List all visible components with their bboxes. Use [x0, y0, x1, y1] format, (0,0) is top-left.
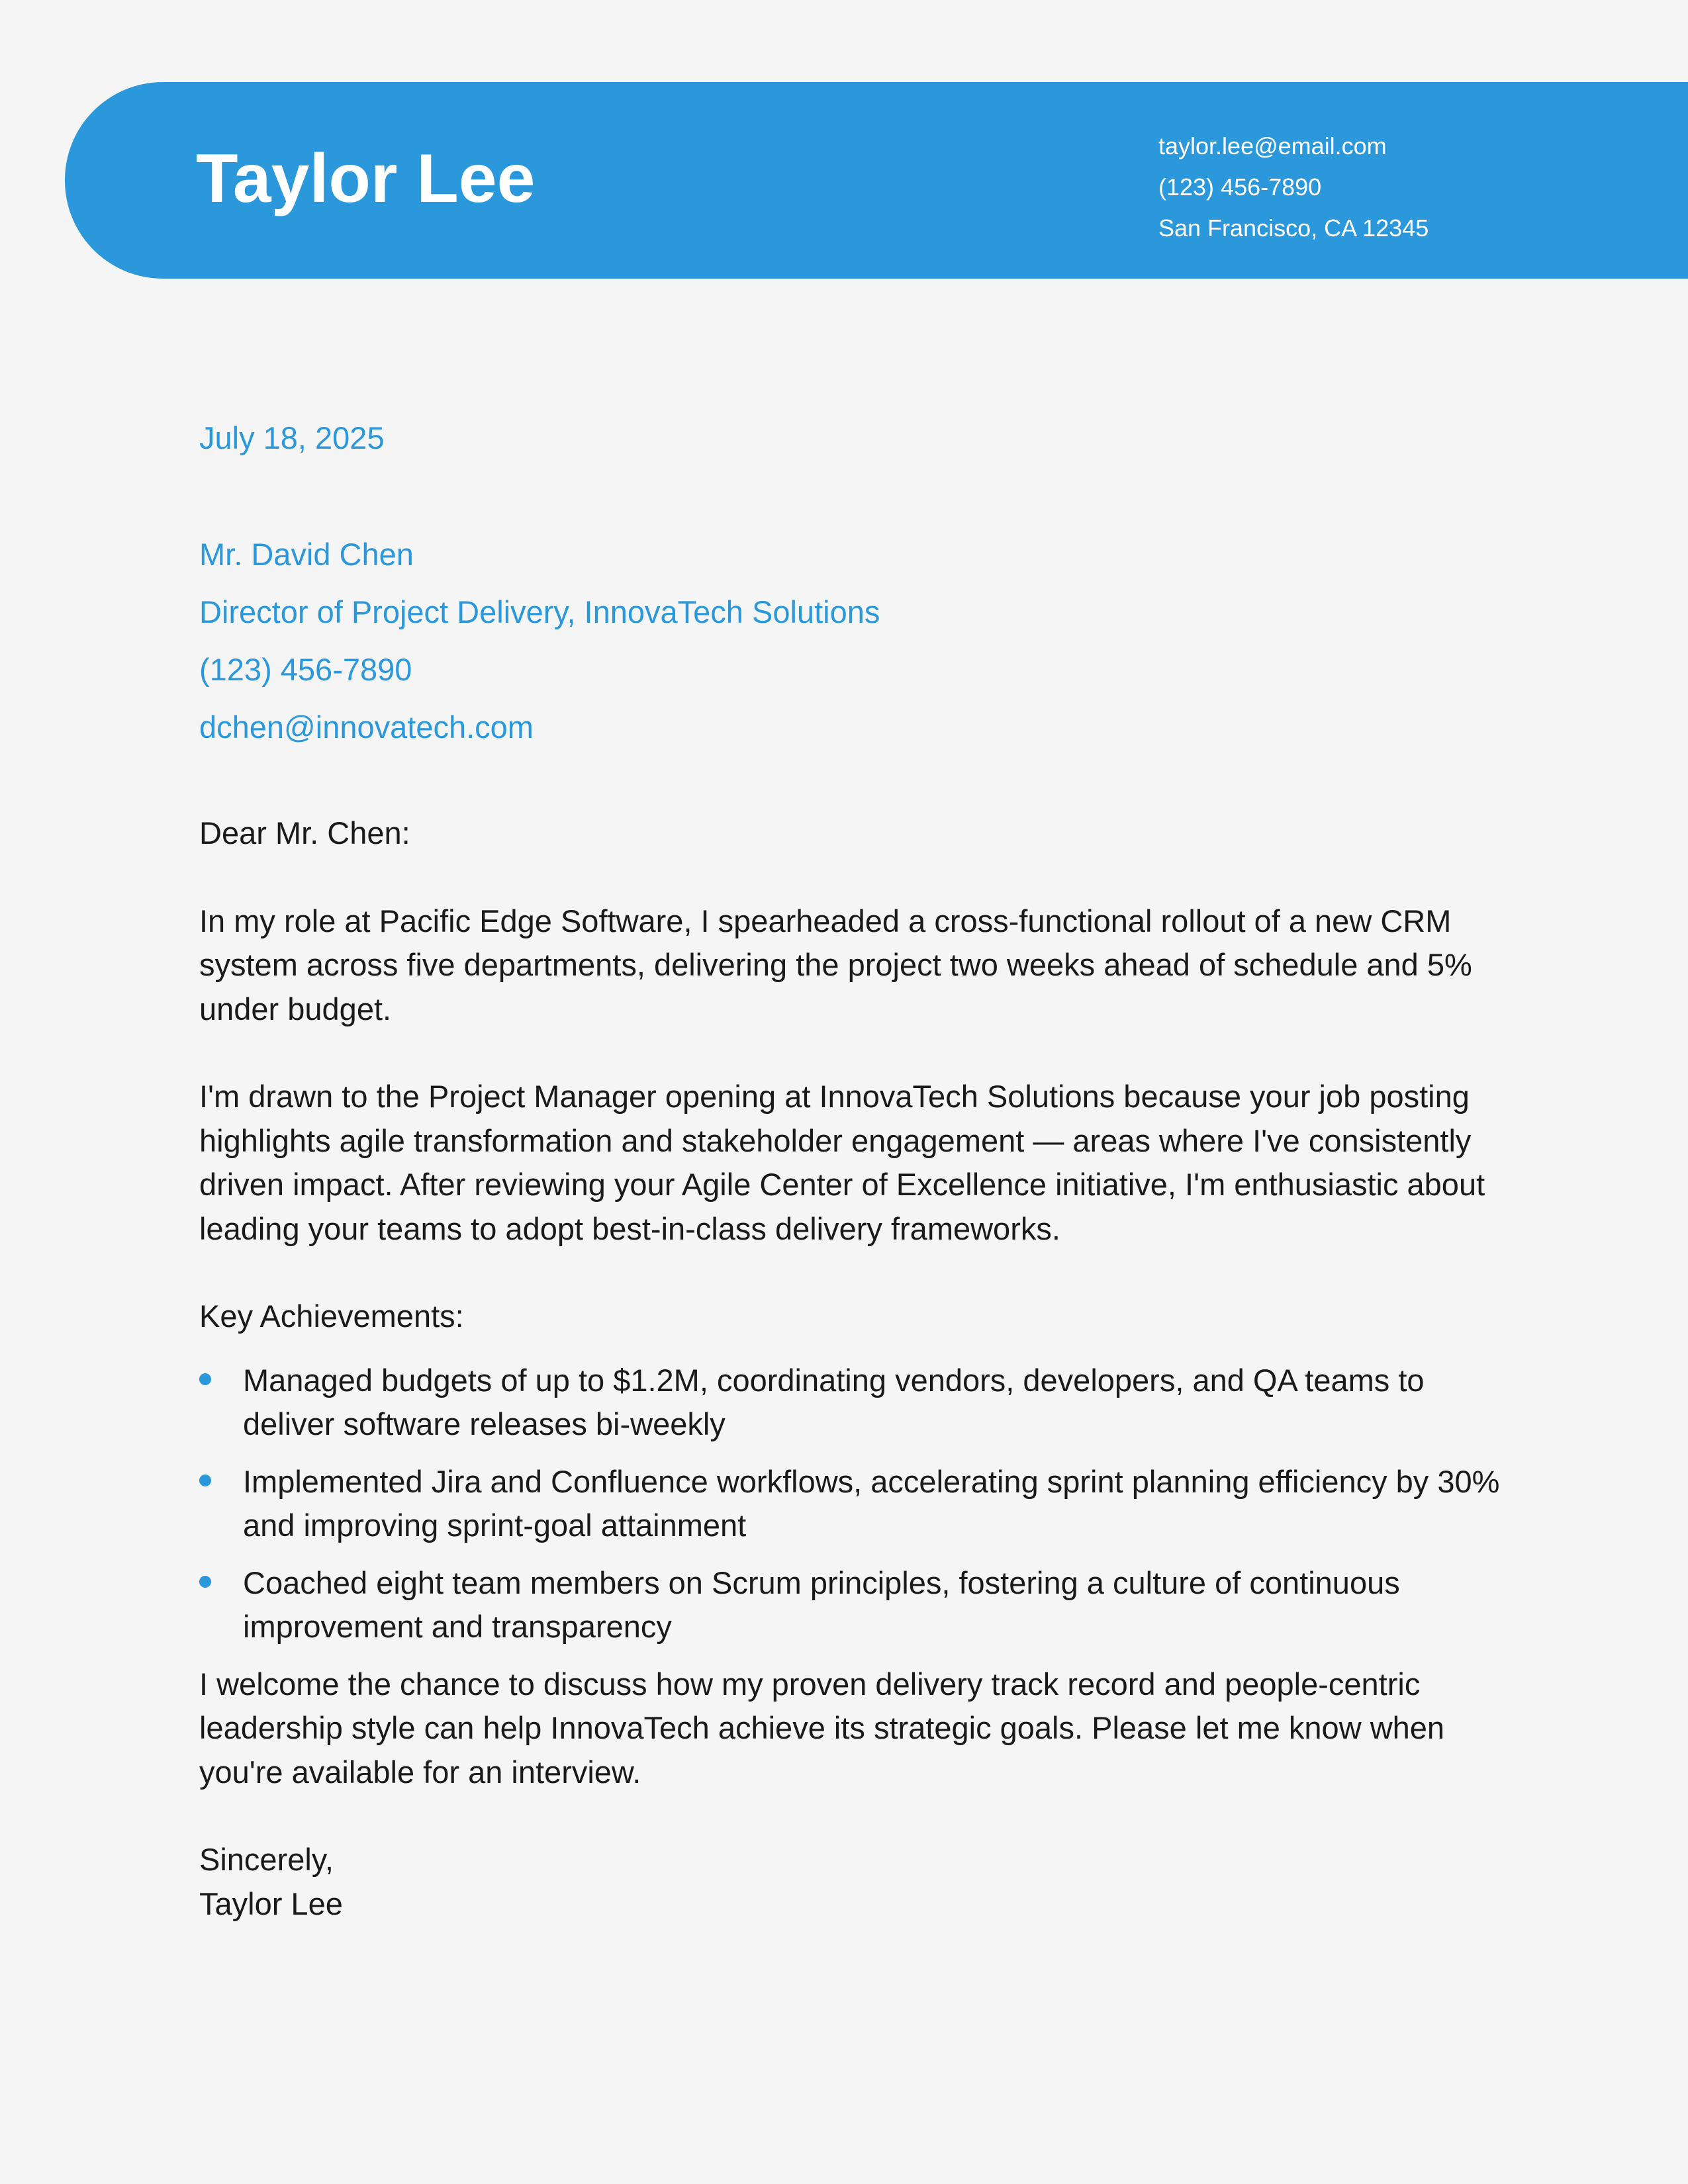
signature-name: Taylor Lee: [199, 1886, 343, 1921]
sender-email: taylor.lee@email.com: [1158, 132, 1387, 159]
bullet-icon: [199, 1576, 211, 1588]
list-item: [199, 1460, 1510, 1548]
achievement-text: Managed budgets of up to $1.2M, coordinating vendors, developers, and QA teams to deliver software releases bi-weekly: [243, 1362, 1425, 1441]
recipient-name: Mr. David Chen: [199, 537, 414, 572]
recipient-email: dchen@innovatech.com: [199, 709, 534, 745]
bullet-icon: [199, 1475, 211, 1486]
letter-date: July 18, 2025: [199, 420, 385, 455]
list-item: [199, 1359, 1510, 1447]
recipient-block: [199, 525, 880, 756]
closing-paragraph: I welcome the chance to discuss how my proven delivery track record and people-centric leadership style can help InnovaTech achieve its strategic goals. Please let me know when you're available for an interview.: [199, 1666, 1445, 1790]
achievement-text: Coached eight team members on Scrum principles, fostering a culture of continuous improvement and transparency: [243, 1565, 1400, 1644]
achievement-text: Implemented Jira and Confluence workflows, accelerating sprint planning efficiency by 30% and improving sprint-goal attainment: [243, 1463, 1500, 1543]
sender-contact: [1158, 126, 1429, 249]
body-paragraph: In my role at Pacific Edge Software, I spearheaded a cross-functional rollout of a new CRM system across five departments, delivering the project two weeks ahead of schedule and 5% under budget.: [199, 903, 1472, 1026]
body-paragraph: I'm drawn to the Project Manager opening at InnovaTech Solutions because your job posting highlights agile transformation and stakeholder engagement — areas where I've consistently driven impact. After reviewing your Agile Center of Excellence initiative, I'm enthusiastic about leading your teams to adopt best-in-class delivery frameworks.: [199, 1079, 1485, 1246]
achievements-list: [199, 1359, 1510, 1649]
sender-location: San Francisco, CA 12345: [1158, 214, 1429, 242]
list-item: [199, 1561, 1510, 1649]
letterhead-banner: [65, 82, 1688, 279]
sign-off: Sincerely,: [199, 1842, 334, 1877]
sender-name: Taylor Lee: [196, 140, 536, 217]
achievements-heading: Key Achievements:: [199, 1298, 464, 1334]
recipient-title: Director of Project Delivery, InnovaTech Solutions: [199, 594, 880, 629]
sender-phone: (123) 456-7890: [1158, 173, 1322, 201]
bullet-icon: [199, 1373, 211, 1385]
salutation: Dear Mr. Chen:: [199, 815, 410, 850]
signature-block: [199, 1838, 1510, 1926]
recipient-phone: (123) 456-7890: [199, 652, 412, 687]
letter-body: [199, 811, 1510, 1926]
